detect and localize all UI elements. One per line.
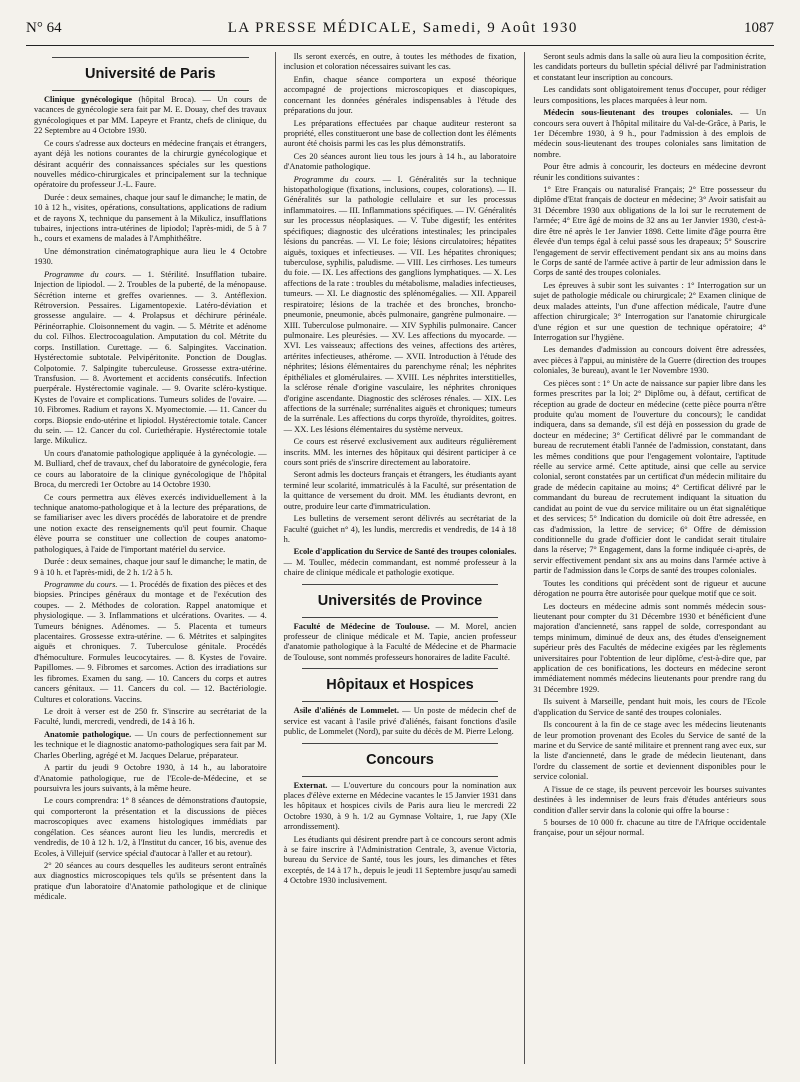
paragraph: Seront admis les docteurs français et étrangers, les étudiants ayant terminé leur scolarité, immatriculés à la Faculté, sur présentation de la quittance de versement du droit. MM. les étudiants devront, en outre, produire leur carte d'immatriculation.	[283, 470, 517, 511]
article-heading: Asile d'aliénés de Lommelet.	[293, 706, 399, 716]
paragraph: Les candidats sont obligatoirement tenus d'occuper, pour rédiger leurs compositions, les places marquées à leur nom.	[533, 85, 767, 105]
section-title-hopitaux: Hôpitaux et Hospices	[326, 677, 474, 694]
paragraph: Toutes les conditions qui précèdent sont de rigueur et aucune dérogation ne pourra être autorisée pour quelque motif que ce soit.	[533, 578, 767, 599]
section-title-province: Universités de Province	[317, 592, 483, 609]
paragraph: 5 bourses de 10 000 fr. chacune au titre de l'Afrique occidentale française, pour un séjour normal.	[533, 817, 767, 838]
issue-number: N° 64	[26, 20, 62, 36]
programme	[284, 175, 517, 436]
divider	[302, 743, 499, 744]
paragraph: Seront seuls admis dans la salle où aura lieu la composition écrite, les candidats porteurs du bulletin spécial délivré par l'administration et constatant leur inscription au concours.	[533, 52, 767, 82]
paragraph: Ils suivent à Marseille, pendant huit mois, les cours de l'Ecole d'application du Service de santé des troupes coloniales.	[533, 697, 767, 717]
article-asile	[284, 706, 517, 737]
page-header	[26, 20, 774, 46]
paragraph: Le cours comprendra: 1° 8 séances de démonstrations d'autopsie, qui comporteront la présentation et la discussions de pièces macroscopiques avec examens histologiques immédiats par congélation. Ces séances auront lieu les lundis, mercredis et vendredis, de 10 à 12 h. 1/2, à l'Institut du cancer, 16 bis, avenue des Ecoles, à Villejuif (service spécial d'autocar à l'aller et au retour).	[34, 796, 267, 858]
article-ecole	[284, 547, 517, 578]
article-anatomie	[34, 730, 267, 761]
article-heading: Externat.	[293, 780, 328, 790]
conditions-list: 1° Etre Français ou naturalisé Français; 2° Etre possesseur du diplôme d'Etat français de docteur en médecine; 3° Avoir satisfait au 31 Décembre 1930 aux obligations de la loi sur le recrutement de l'armée; 4° Etre âgé de moins de 32 ans au 1er Janvier 1930, c'est-à-dire être né après le 1er Janvier 1898. Cette limite d'âge pourra être élevée d'un temps égal à celui passé sous les drapeaux; 5° Souscrire l'engagement de servir effectivement pendant six ans au moins dans le Corps de santé de l'armée active à partir de leur admission dans le Corps de santé des troupes coloniales.	[533, 185, 767, 278]
paragraph: Durée : deux semaines, chaque jour sauf le dimanche; le matin, de 10 à 12 h., visites, opérations, consultations, applications de radium et de rayons X, technique du pansement à la Mikulicz, insufflations tubaires, injections intra-utérines de lipiodol; l'après-midi, de 5 à 7 h., cours et examens de malades à l'Amphithéâtre.	[34, 192, 267, 244]
pieces-list: Ces pièces sont : 1° Un acte de naissance sur papier libre dans les formes prescrites par la loi; 2° Diplôme ou, à défaut, certificat de réception au grade de docteur en médecine (cette pièce pourra n'être produite qu'au moment de l'ouverture du concours); le candidat indiquera, dans sa demande, s'il est déjà en possession du grade de docteur en médecine; 3° Certificat délivré par le commandant de bureau de recrutement établi l'année de l'admission, constatant, dans les mêmes conditions que pour l'engagement volontaire, l'aptitude réelle au service armé. Cette aptitude, ainsi que celle au service colonial, seront constatées par un certificat d'un médecin militaire du grade de médecin capitaine au moins; 4° Certificat délivré par le commandant du bureau de recrutement indiquant la situation du candidat au point de vue du service militaire ou un état signalétique et des services; 5° Indication du domicile où doit être adressée, en cas d'admission, la lettre de service; 6° Offre de démission conditionnelle du grade d'officier dont le candidat serait titulaire dans la réserve; 7° Engagement, dans la forme indiquée ci-après, de servir effectivement pendant six ans au moins dans l'armée active à partir de l'admission dans le Corps de santé des troupes coloniales.	[533, 378, 767, 576]
paragraph: Ce cours est réservé exclusivement aux auditeurs régulièrement inscrits. MM. les internes des hôpitaux qui désirent participer à ce cours sont priés de s'inscrire directement au laboratoire.	[283, 437, 517, 468]
column-1	[26, 52, 275, 1064]
paragraph: Une démonstration cinématographique aura lieu le 4 Octobre 1930.	[34, 246, 267, 267]
paragraph: Ces 20 séances auront lieu tous les jours à 14 h., au laboratoire d'Anatomie pathologique.	[283, 151, 517, 172]
paragraph: Ils seront exercés, en outre, à toutes les méthodes de fixation, inclusion et coloration nécessaires suivant les cas.	[283, 52, 517, 72]
programme-label: Programme du cours.	[293, 174, 376, 184]
programme	[34, 270, 267, 447]
paragraph: Le droit à verser est de 250 fr. S'inscrire au secrétariat de la Faculté, lundi, mercredi, vendredi, de 14 à 16 h.	[34, 707, 267, 727]
article-gynecologie	[34, 95, 267, 137]
section-title-concours: Concours	[366, 751, 434, 768]
paragraph: A l'issue de ce stage, ils peuvent percevoir les bourses suivantes destinées à les indemniser de leurs frais d'études antérieurs sous condition d'aller servir dans la colonie qui offre la bourse :	[533, 784, 767, 815]
article-text: — M. Morel, ancien professeur de clinique médicale et M. Tapie, ancien professeur d'anatomie pathologique à la Faculté de Médecine et de Pharmacie de Toulouse, sont nommés professeurs honoraires de ladite Faculté.	[283, 621, 517, 662]
section-title-paris: Université de Paris	[85, 66, 216, 82]
divider	[302, 776, 499, 777]
programme-label: Programme du cours.	[44, 579, 118, 589]
programme-text: — 1. Procédés de fixation des pièces et des biopsies. Principes généraux du montage et de l'exécution des coupes. — 2. Méthodes de coloration. Rappel anatomique et physiologique. — 3. Inflammations et ulcérations. Ovarites. — 4. Tumeurs bénignes. Adénomes. — 5. Placenta et tumeurs placentaires. Grossesse extra-utérine. — 6. Métrites et salpingites aiguës et chroniques. 7. Tuberculose génitale. Procédés d'hémoculture. Formules leucocytaires. — 8. Kystes de l'ovaire. Papillomes. — 9. Fibromes et sarcomes. Action des irradiations sur les fibromes. Examen du sang. — 10. Cancers du corps et autres cancers génitaux. — 11. Cancers du col. — 12. Bactériologie. Cultures et colorations. Vaccins.	[34, 579, 267, 704]
paragraph: 2° 20 séances au cours desquelles les auditeurs seront entraînés aux diagnostics microscopiques tels qu'ils se présentent dans la pratique d'un laboratoire d'Anatomie pathologique et de clinique médicale.	[34, 860, 267, 902]
divider	[52, 57, 249, 58]
paragraph: A partir du jeudi 9 Octobre 1930, à 14 h., au laboratoire d'Anatomie pathologique, rue de l'Ecole-de-Médecine, et se poursuivra les jours suivants, à la même heure.	[34, 763, 267, 793]
programme	[34, 580, 267, 705]
paragraph: Les bulletins de versement seront délivrés au secrétariat de la Faculté (guichet n° 4), les lundis, mercredis et vendredis, de 14 à 18 h.	[283, 514, 517, 544]
paragraph: Les demandes d'admission au concours doivent être adressées, avec pièces à l'appui, au ministère de la Guerre (direction des troupes coloniales, 3e bureau), avant le 1er Novembre 1930.	[533, 345, 767, 376]
paragraph: Les docteurs en médecine admis sont nommés médecin sous-lieutenant pour compter du 31 Décembre 1930 et bénéficient d'une majoration d'ancienneté, sans rappel de solde, correspondant au temps minimum, diminué de deux ans, des études d'enseignement supérieur près des Facultés de médecine exigées par les règlements universitaires pour l'obtention de leur diplôme, c'est-à-dire que, par application de ces bonifications, les docteurs en médecine seront immédiatement nommés médecins lieutenants pour prendre rang du 31 Décembre 1929.	[533, 601, 767, 694]
programme-label: Programme du cours.	[44, 269, 127, 279]
paragraph: Enfin, chaque séance comportera un exposé théorique accompagné de projections microscopiques et diascopiques, concernant les données générales indispensables à l'étude des préparations du jour.	[283, 74, 517, 116]
divider	[52, 90, 249, 91]
paragraph: Un cours d'anatomie pathologique appliquée à la gynécologie. — M. Bulliard, chef de travaux, chef du laboratoire de gynécologie, fera ce cours au laboratoire de la clinique gynécologique de l'hôpital Broca, du mercredi 1er Octobre au 14 Octobre 1930.	[34, 448, 267, 490]
article-text: — Un cours de perfectionnement sur les technique et le diagnostic anatomo-pathologiques sera fait par M. Charles Oberling, agrégé et M. Jacques Delarue, préparateur.	[34, 729, 267, 760]
paragraph: Les préparations effectuées par chaque auditeur resteront sa propriété, elles constitueront une base de collection dont les éléments auront été choisis parmi les cas les plus démonstratifs.	[283, 118, 517, 149]
article-text: — L'ouverture du concours pour la nomination aux places d'élève externe en Médecine vacantes le 15 Janvier 1931 dans les hôpitaux et hospices civils de Paris aura lieu le mercredi 22 Octobre 1930, à 9 h. 1/2 au Gymnase Voltaire, 1, rue Japy (XIe arrondissement).	[283, 780, 517, 832]
column-2	[275, 52, 525, 1064]
article-text: — Un concours sera ouvert à l'hôpital militaire du Val-de-Grâce, à Paris, le 1er Décembre 1930, à 9 h., pour l'admission à des emplois de médecin sous-lieutenant des troupes coloniales sans limitation de nombre.	[533, 108, 767, 159]
divider	[302, 584, 499, 585]
article-text: (hôpital Broca). — Un cours de vacances de gynécologie sera fait par M. E. Douay, chef des travaux gynécologiques et par MM. Lapeyre et Frantz, chefs de clinique, du 22 Septembre au 4 Octobre 1930.	[34, 94, 267, 136]
article-externat	[284, 781, 517, 833]
paragraph: Ils concourent à la fin de ce stage avec les médecins lieutenants de leur promotion provenant des Ecoles du Service de santé de la marine et du Service de santé militaire et prennent rang avec eux, sur la liste d'ancienneté, dans le grade de médecin lieutenant, dans l'ordre du classement de sortie et deviennent disponibles pour le service colonial.	[533, 720, 767, 782]
article-toulouse	[284, 622, 517, 664]
paragraph: Les étudiants qui désirent prendre part à ce concours seront admis à se faire inscrire à l'Administration Centrale, 3, avenue Victoria, bureau du Service de Santé, tous les jours, les dimanches et fêtes exceptés, de 14 à 17 h., depuis le jeudi 11 Septembre jusqu'au samedi 4 Octobre 1930 inclusivement.	[283, 834, 517, 886]
divider	[302, 617, 499, 618]
page-number: 1087	[744, 20, 774, 36]
article-heading: Ecole d'application du Service de Santé des troupes coloniales.	[293, 547, 517, 557]
article-text: — M. Toullec, médecin commandant, est nommé professeur à la chaire de clinique médicale et pathologie exotique.	[283, 557, 517, 578]
divider	[302, 668, 499, 669]
paragraph: Ce cours permettra aux élèves exercés individuellement à la technique anatomo-pathologique et à la lecture des préparations, de se familiariser avec les divers procédés de laboratoire et de prendre une notion exacte des renseignements qu'il peut fournir. Chaque élève pourra se constituer une collection de coupes anatomo-pathologiques, à l'aide de l'important matériel du service.	[34, 492, 267, 554]
paragraph: Ce cours s'adresse aux docteurs en médecine français et étrangers, ayant déjà les notions courantes de la chirurgie gynécologique et désirant acquérir des connaissances spéciales sur les questions nouvelles médico-chirurgicales et principalement sur la technique opératoire du professeur J.-L. Faure.	[34, 138, 267, 190]
paragraph: Pour être admis à concourir, les docteurs en médecine devront réunir les conditions suivantes :	[533, 162, 767, 182]
programme-text: — 1. Stérilité. Insufflation tubaire. Injection de lipiodol. — 2. Troubles de la puberté, de la ménopause. Sécrétion interne et greffes ovariennes. — 3. Antéflexion. Rétroversion. Pessaires. Ligamentopexie. Latéro-déviation et grossesse angulaire. — 4. Prolapsus et déchirure périnéale. Périnéorraphie. Cloisonnement du vagin. — 5. Métrite et adénome du col. Filhos. Electrocoagulation. Amputation du col. Métrite du corps. Instillation. Curettage. — 6. Salpingites. Vaccination. Hystérectomie subtotale. Pelvipéritonite. Ponction de Douglas. Colpotomie. 7. Salpingite tuberculeuse. Grossesse extra-utérine. Transfusion. — 8. Avortement et accidents consécutifs. Infection puerpérale. Hystérectomie vaginale. — 9. Ovarite scléro-kystique. Kystes de l'ovaire et complications. Tumeurs solides de l'ovaire. — 10. Fibromes. Radium et rayons X. Myomectomie. — 11. Cancer du corps. Biopsie endo-utérine et lipiodol. Hystérectomie totale. Cancer du sein. — 12. Cancer du col. Curiethérapie. Hystérectomie totale large. Mikulicz.	[34, 269, 267, 446]
article-medecin	[533, 108, 766, 160]
article-heading: Médecin sous-lieutenant des troupes coloniales.	[543, 108, 733, 118]
paragraph: Durée : deux semaines, chaque jour sauf le dimanche; le matin, de 9 à 10 h. et l'après-midi, de 2 h. 1/2 à 5 h.	[34, 557, 267, 577]
divider	[302, 701, 499, 702]
journal-title: LA PRESSE MÉDICALE, Samedi, 9 Août 1930	[227, 20, 578, 36]
article-heading: Clinique gynécologique	[44, 94, 132, 104]
article-text: — Un poste de médecin chef de service est vacant à l'asile privé d'aliénés, faisant fonctions d'asile public, de Lommelet (Nord), par suite du décès de M. Pierre Lelong.	[283, 706, 517, 737]
article-heading: Anatomie pathologique.	[44, 729, 132, 739]
programme-text: — I. Généralités sur la technique histopathologique (fixations, inclusions, coupes, colorations). — II. Généralités sur la pathologie cellulaire et sur les processus inflammatoires. — III. Inflammations spécifiques. — IV. Généralités sur les processus néoplasiques. — V. Tube digestif; les entérites spécifiques; diagnostic des ulcérations intestinales; les principales lésions du pancréas. — VI. Le foie; lésions circulatoires; hépatites aiguës, toxiques et infectieuses. — VII. Les hépatites chroniques; tuberculose, syphilis, paludisme. — VIII. Les cirrhoses. Les tumeurs du foie. — IX. Les affections des ganglions lymphatiques. — X. Les affections de la rate : troubles du métabolisme, maladies infectieuses, tumeurs. — XI. Le diagnostic des splénomégalies. — XII. Appareil respiratoire; lésions de la trachée et des bronches, broncho-pneumonie, pneumonie, abcès pulmonaire, gangrène pulmonaire. — XIII. Tuberculose pulmonaire. — XIV Syphilis pulmonaire. Cancer pulmonaire. Les pleurésies. — XV. Les affections du myocarde. — XVI. Les vaisseaux; affections des veines, affections des artères, artérites infectieuses, athérome. — XVII. Introduction à l'étude des néphrites; lésions élémentaires du parenchyme rénal; les néphrites épithéliales et glomérulaires. — XVIII. Les néphrites interstitielles, la sclérose rénale d'origine vasculaire, les néphrites chroniques d'origine ascendante. Diagnostic des scléroses rénales. — XIX. Les affections de la surrénale; surrénalites aiguës et chroniques; tumeurs de la surrénale. Les affections du corps thyroïde, thyroïdites, goitres. — XX. Les lésions élémentaires du système nerveux.	[283, 174, 517, 434]
column-3	[524, 52, 774, 1064]
article-heading: Faculté de Médecine de Toulouse.	[293, 621, 430, 631]
epreuves-list: Les épreuves à subir sont les suivantes : 1° Interrogation sur un sujet de pathologie médicale ou chirurgicale; 2° Examen clinique de deux malades atteints, l'un d'une affection médicale, l'autre d'une affection chirurgicale; 3° Interrogation sur l'anatomie chirurgicale d'une région et sur une question de technique opératoire; 4° Interrogation sur l'hygiène.	[533, 280, 767, 342]
